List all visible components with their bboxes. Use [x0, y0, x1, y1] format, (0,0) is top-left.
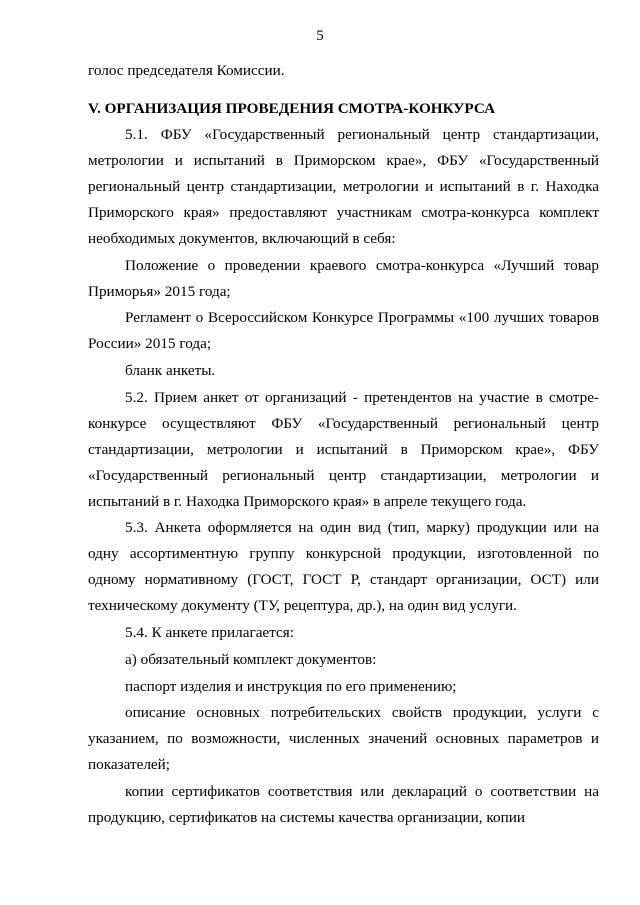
list-item-description: описание основных потребительских свойств продукции, услуги с указанием, по возможности, численных значений основных параметров и показателей;: [88, 704, 599, 774]
document-body: [88, 58, 599, 832]
list-item-a: а) обязательный комплект документов:: [125, 650, 377, 668]
page-number: 5: [316, 28, 324, 44]
list-item-regulation: Положение о проведении краевого смотра-конкурса «Лучший товар Приморья» 2015 года;: [88, 256, 599, 300]
list-item-certificates: копии сертификатов соответствия или деклараций о соответствии на продукцию, сертификатов на системы качества организации, копии: [88, 782, 599, 826]
paragraph-5-2: 5.2. Прием анкет от организаций - претендентов на участие в смотре-конкурсе осуществляют ФБУ «Государственный региональный центр стандартизации, метрологии и испытаний в Приморском крае», ФБУ «Государственный региональный центр стандартизации, метрологии и испытаний в г. Находка Приморского края» в апреле текущего года.: [88, 388, 599, 510]
list-item-form: бланк анкеты.: [125, 362, 216, 380]
paragraph-5-3: 5.3. Анкета оформляется на один вид (тип, марку) продукции или на одну ассортиментную группу конкурсной продукции, изготовленной по одному нормативному (ГОСТ, ГОСТ Р, стандарт организации, ОСТ) или техническому документу (ТУ, рецептура, др.), на один вид услуги.: [88, 519, 599, 615]
list-item-reglament: Регламент о Всероссийском Конкурсе Программы «100 лучших товаров России» 2015 года;: [88, 309, 599, 353]
section-heading: V. ОРГАНИЗАЦИЯ ПРОВЕДЕНИЯ СМОТРА-КОНКУРСА: [88, 100, 496, 117]
paragraph-continuation: голос председателя Комиссии.: [88, 62, 285, 79]
paragraph-5-1: 5.1. ФБУ «Государственный региональный центр стандартизации, метрологии и испытаний в Приморском крае», ФБУ «Государственный региональный центр стандартизации, метрологии и испытаний в г. Находка Приморского края» предоставляют участникам смотра-конкурса комплект необходимых документов, включающий в себя:: [88, 126, 599, 247]
list-item-passport: паспорт изделия и инструкция по его применению;: [125, 677, 457, 695]
paragraph-5-4: 5.4. К анкете прилагается:: [125, 624, 294, 642]
